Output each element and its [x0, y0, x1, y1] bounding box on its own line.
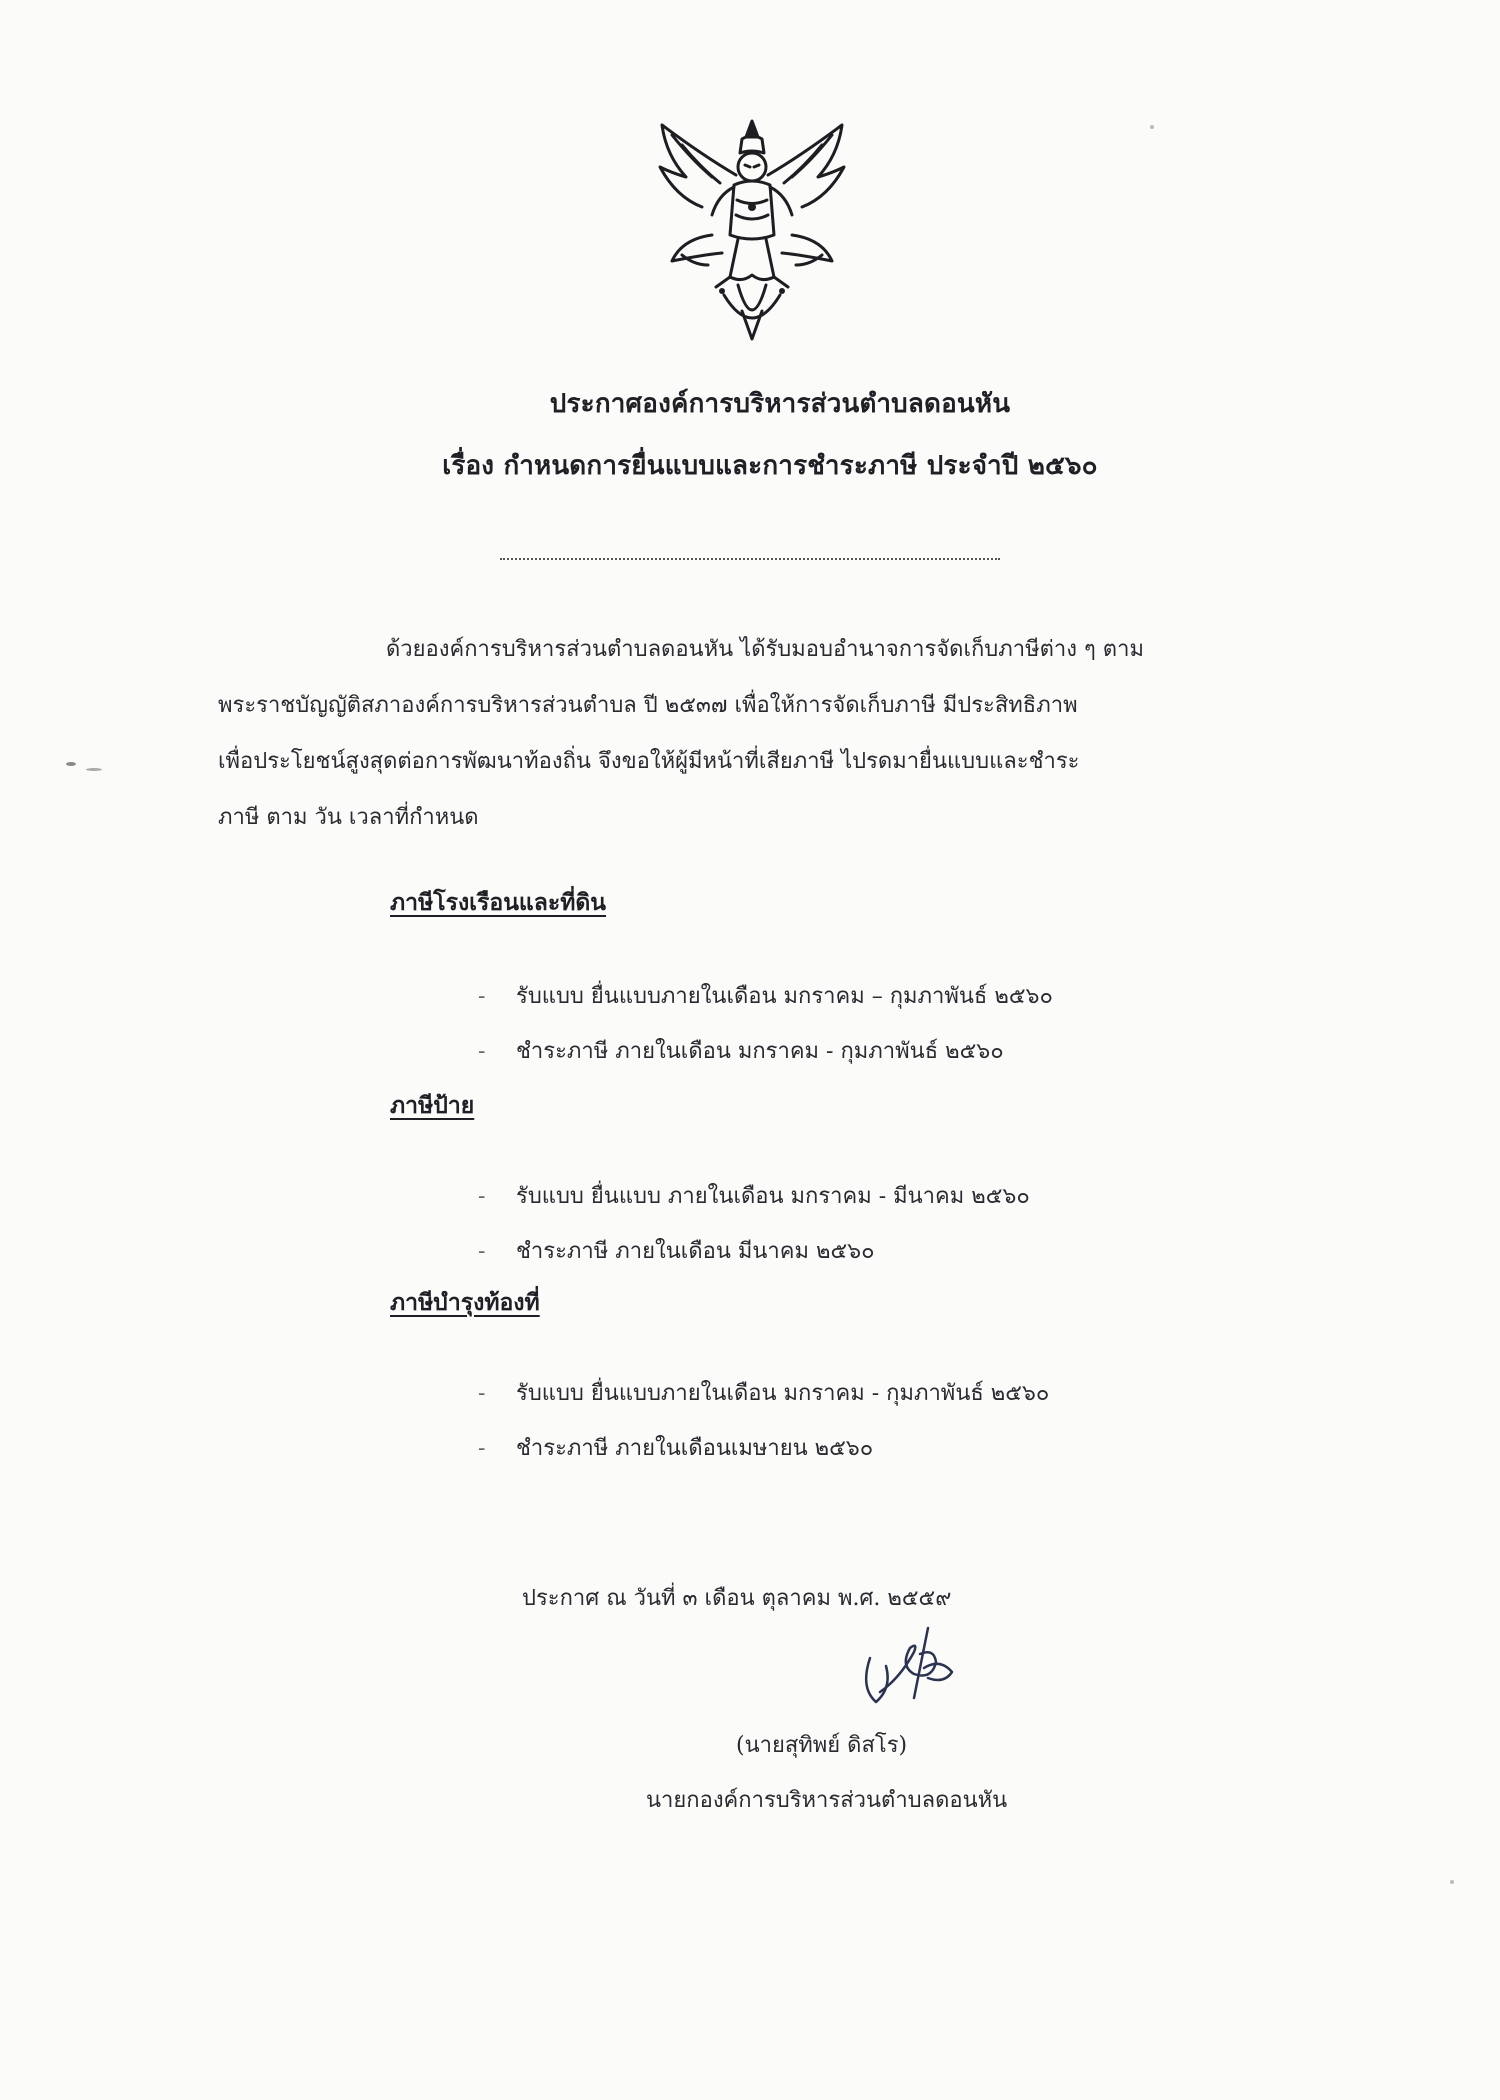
bullet-dash: - [478, 1381, 486, 1406]
section-heading-signboard-tax: ภาษีป้าย [390, 1092, 475, 1119]
list-item-text: รับแบบ ยื่นแบบภายในเดือน มกราคม – กุมภาพันธ์ ๒๕๖๐ [516, 984, 1053, 1009]
bullet-dash: - [478, 1184, 486, 1209]
announcement-date: ประกาศ ณ วันที่ ๓ เดือน ตุลาคม พ.ศ. ๒๕๕๙ [522, 1586, 952, 1611]
scan-speck [66, 762, 76, 766]
signer-name: (นายสุทิพย์ ดิสโร) [736, 1733, 908, 1758]
list-item [478, 1233, 875, 1268]
body-line: พระราชบัญญัติสภาองค์การบริหารส่วนตำบล ปี ๒๕๓๗ เพื่อให้การจัดเก็บภาษี มีประสิทธิภาพ [218, 693, 1078, 718]
garuda-emblem-icon [642, 115, 862, 345]
signature-icon [840, 1618, 990, 1713]
body-paragraph [218, 622, 1278, 846]
list-item [478, 1430, 873, 1465]
bullet-dash: - [478, 1436, 486, 1461]
body-line: ภาษี ตาม วัน เวลาที่กำหนด [218, 805, 479, 830]
section-heading-property-tax: ภาษีโรงเรือนและที่ดิน [390, 889, 607, 916]
signer-position: นายกองค์การบริหารส่วนตำบลดอนหัน [646, 1788, 1008, 1813]
scan-speck [1150, 125, 1154, 129]
list-item [478, 978, 1053, 1013]
bullet-dash: - [478, 1039, 486, 1064]
bullet-dash: - [478, 984, 486, 1009]
bullet-dash: - [478, 1239, 486, 1264]
section-heading-local-maintenance-tax: ภาษีบำรุงท้องที่ [390, 1289, 540, 1316]
list-item [478, 1375, 1049, 1410]
list-item-text: ชำระภาษี ภายในเดือนเมษายน ๒๕๖๐ [516, 1436, 874, 1461]
scan-speck [86, 768, 102, 771]
announcement-title: ประกาศองค์การบริหารส่วนตำบลดอนหัน [549, 389, 1011, 419]
scan-speck [1450, 1880, 1454, 1884]
list-item [478, 1033, 1004, 1068]
announcement-subject: เรื่อง กำหนดการยื่นแบบและการชำระภาษี ประจำปี ๒๕๖๐ [442, 451, 1098, 481]
list-item-text: รับแบบ ยื่นแบบภายในเดือน มกราคม - กุมภาพันธ์ ๒๕๖๐ [516, 1381, 1050, 1406]
body-line: ด้วยองค์การบริหารส่วนตำบลดอนหัน ได้รับมอบอำนาจการจัดเก็บภาษีต่าง ๆ ตาม [386, 637, 1144, 662]
divider [500, 558, 1000, 560]
body-line: เพื่อประโยชน์สูงสุดต่อการพัฒนาท้องถิ่น จึงขอให้ผู้มีหน้าที่เสียภาษี ไปรดมายื่นแบบและชำระ [218, 749, 1080, 774]
list-item [478, 1178, 1030, 1213]
list-item-text: รับแบบ ยื่นแบบ ภายในเดือน มกราคม - มีนาคม ๒๕๖๐ [516, 1184, 1030, 1209]
list-item-text: ชำระภาษี ภายในเดือน มกราคม - กุมภาพันธ์ ๒๕๖๐ [516, 1039, 1004, 1064]
list-item-text: ชำระภาษี ภายในเดือน มีนาคม ๒๕๖๐ [516, 1239, 875, 1264]
